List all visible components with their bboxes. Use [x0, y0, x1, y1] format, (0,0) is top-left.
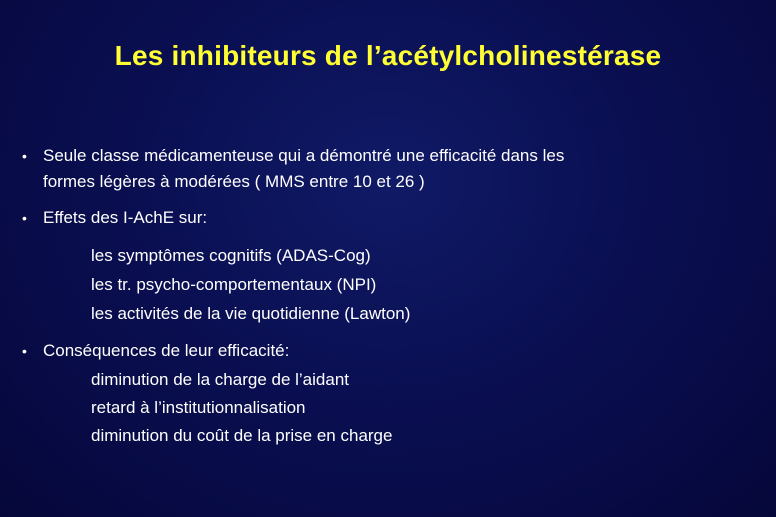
bullet-dot: •	[22, 210, 27, 226]
bullet-line: formes légères à modérées ( MMS entre 10 et 26 )	[43, 172, 425, 191]
sub-item: les activités de la vie quotidienne (Lawton)	[91, 304, 411, 323]
bullet-line: Conséquences de leur efficacité:	[43, 341, 290, 360]
sub-item: diminution de la charge de l’aidant	[91, 370, 350, 389]
sub-item: retard à l’institutionnalisation	[91, 398, 306, 417]
bullet-line: Seule classe médicamenteuse qui a démontré une efficacité dans les	[43, 146, 565, 165]
bullet-line: Effets des I-AchE sur:	[43, 208, 208, 227]
slide-title: Les inhibiteurs de l’acétylcholinestérase	[114, 40, 662, 71]
bullet-dot: •	[22, 148, 27, 164]
sub-item: diminution du coût de la prise en charge	[91, 426, 393, 445]
bullet-text	[43, 205, 743, 231]
sub-item: les symptômes cognitifs (ADAS-Cog)	[91, 246, 371, 265]
bullet-text	[43, 338, 743, 364]
bullet-text	[43, 143, 743, 195]
bullet-dot: •	[22, 343, 27, 359]
sub-item: les tr. psycho-comportementaux (NPI)	[91, 275, 377, 294]
